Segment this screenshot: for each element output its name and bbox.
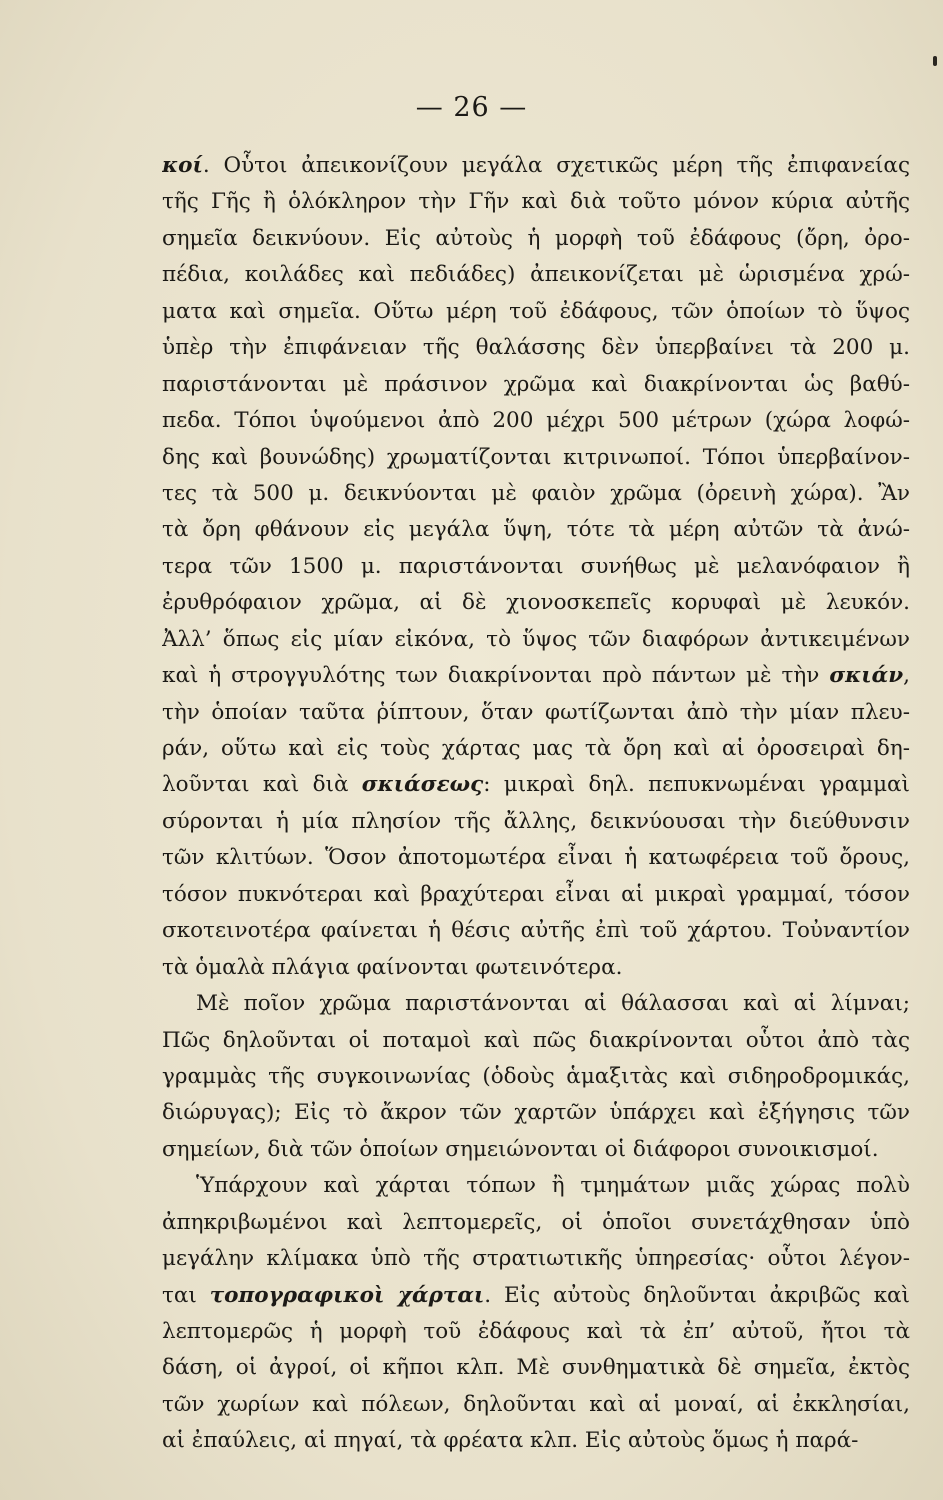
text-line — [162, 840, 910, 876]
text-segment: σύρονται ἡ μία πλησίον τῆς ἄλλης, δεικνύουσαι τὴν διεύθυνσιν — [162, 808, 910, 834]
text-segment: λεπτομερῶς ἡ μορφὴ τοῦ ἐδάφους καὶ τὰ ἐπ’ αὐτοῦ, ἤτοι τὰ — [162, 1319, 910, 1344]
text-segment: . Οὗτοι ἀπεικονίζουν μεγάλα σχετικῶς μέρη τῆς ἐπιφανείας — [202, 153, 910, 178]
text-line — [162, 440, 910, 476]
text-segment: τερα τῶν 1500 μ. παριστάνονται συνήθως μὲ μελανόφαιον ἢ — [162, 553, 910, 579]
text-segment: ται — [162, 1282, 210, 1308]
text-line — [162, 1387, 910, 1423]
text-segment: Μὲ ποῖον χρῶμα παριστάνονται αἱ θάλασσαι καὶ αἱ λίμναι; — [196, 991, 910, 1017]
text-line — [162, 221, 910, 257]
text-segment: παριστάνονται μὲ πράσινον χρῶμα καὶ διακρίνονται ὡς βαθύ- — [162, 371, 910, 397]
text-line — [162, 549, 910, 585]
text-segment: τόσον πυκνότεραι καὶ βραχύτεραι εἶναι αἱ μικραὶ γραμμαί, τόσον — [162, 881, 910, 907]
text-line — [162, 877, 910, 913]
emphasized-term: κοί — [162, 153, 203, 178]
text-segment: , — [903, 663, 910, 689]
text-segment: ὑπὲρ τὴν ἐπιφάνειαν τῆς θαλάσσης δὲν ὑπερβαίνει τὰ 200 μ. — [162, 335, 910, 361]
text-line — [162, 512, 910, 548]
emphasized-term: σκιάσεως — [361, 772, 484, 798]
text-segment: . Εἰς αὐτοὺς δηλοῦνται ἀκριβῶς καὶ — [484, 1282, 910, 1308]
page-edge-mark — [933, 56, 937, 66]
text-line — [162, 1168, 910, 1204]
text-segment: τῶν χωρίων καὶ πόλεων, δηλοῦνται καὶ αἱ μοναί, αἱ ἐκκλησίαι, — [162, 1391, 910, 1417]
emphasized-term: τοπογραφικοὶ χάρται — [209, 1282, 485, 1308]
text-line — [162, 1059, 910, 1095]
text-segment: Ἀλλ’ ὅπως εἰς μίαν εἰκόνα, τὸ ὕψος τῶν διαφόρων ἀντικειμένων — [162, 626, 910, 652]
text-line — [162, 767, 910, 803]
text-line — [162, 695, 910, 731]
text-line — [162, 731, 910, 767]
text-line — [162, 1241, 910, 1277]
page-number: — 26 — — [415, 92, 528, 123]
text-line — [162, 1278, 910, 1314]
text-line — [162, 148, 910, 184]
text-line — [162, 585, 910, 621]
text-line — [162, 804, 910, 840]
text-line — [162, 622, 910, 658]
text-segment: γραμμὰς τῆς συγκοινωνίας (ὁδοὺς ἁμαξιτὰς καὶ σιδηροδρομικάς, — [162, 1063, 910, 1089]
text-line — [162, 403, 910, 439]
text-segment: ἀπηκριβωμένοι καὶ λεπτομερεῖς, οἱ ὁποῖοι συνετάχθησαν ὑπὸ — [162, 1209, 910, 1235]
text-line — [162, 257, 910, 293]
text-segment: ματα καὶ σημεῖα. Οὕτω μέρη τοῦ ἐδάφους, τῶν ὁποίων τὸ ὕψος — [162, 298, 910, 324]
text-segment: Πῶς δηλοῦνται οἱ ποταμοὶ καὶ πῶς διακρίνονται οὗτοι ἀπὸ τὰς — [162, 1027, 910, 1053]
text-segment: πεδα. Τόποι ὑψούμενοι ἀπὸ 200 μέχρι 500 μέτρων (χώρα λοφώ- — [162, 408, 910, 434]
text-segment: τὰ ὄρη φθάνουν εἰς μεγάλα ὕψη, τότε τὰ μέρη αὐτῶν τὰ ἀνώ- — [162, 517, 910, 543]
text-segment: Ὑπάρχουν καὶ χάρται τόπων ἢ τμημάτων μιᾶς χώρας πολὺ — [196, 1173, 910, 1199]
text-line — [162, 986, 910, 1022]
text-line — [162, 1023, 910, 1059]
text-line — [162, 1350, 910, 1386]
text-segment: τες τὰ 500 μ. δεικνύονται μὲ φαιὸν χρῶμα (ὀρεινὴ χώρα). Ἂν — [162, 480, 910, 506]
text-line — [162, 367, 910, 403]
text-segment: καὶ ἡ στρογγυλότης των διακρίνονται πρὸ πάντων μὲ τὴν — [162, 663, 830, 689]
text-line — [162, 913, 910, 949]
text-line — [162, 294, 910, 330]
text-line — [162, 658, 910, 694]
text-segment: τῶν κλιτύων. Ὅσον ἀποτομωτέρα εἶναι ἡ κατωφέρεια τοῦ ὄρους, — [162, 845, 910, 871]
text-line — [162, 184, 910, 220]
text-line — [162, 1314, 910, 1350]
text-segment: λοῦνται καὶ διὰ — [162, 772, 362, 798]
text-segment: ἐρυθρόφαιον χρῶμα, αἱ δὲ χιονοσκεπεῖς κορυφαὶ μὲ λευκόν. — [162, 590, 910, 616]
text-line — [162, 950, 910, 986]
text-segment: τῆς Γῆς ἢ ὁλόκληρον τὴν Γῆν καὶ διὰ τοῦτο μόνον κύρια αὐτῆς — [162, 189, 910, 215]
text-segment: ράν, οὕτω καὶ εἰς τοὺς χάρτας μας τὰ ὄρη καὶ αἱ ὀροσειραὶ δη- — [162, 736, 910, 761]
text-segment: σημεῖα δεικνύουν. Εἰς αὐτοὺς ἡ μορφὴ τοῦ ἐδάφους (ὄρη, ὀρο- — [162, 225, 910, 251]
text-line — [162, 1095, 910, 1131]
text-line — [162, 330, 910, 366]
text-line — [162, 1132, 910, 1168]
body-text — [162, 148, 910, 1460]
text-segment: δης καὶ βουνώδης) χρωματίζονται κιτρινωποί. Τόποι ὑπερβαίνον- — [162, 444, 910, 470]
text-segment: μεγάλην κλίμακα ὑπὸ τῆς στρατιωτικῆς ὑπηρεσίας· οὗτοι λέγον- — [162, 1246, 910, 1272]
text-segment: σκοτεινοτέρα φαίνεται ἡ θέσις αὐτῆς ἐπὶ τοῦ χάρτου. Τοὐναντίον — [162, 918, 910, 944]
text-segment: αἱ ἐπαύλεις, αἱ πηγαί, τὰ φρέατα κλπ. Εἰς αὐτοὺς ὅμως ἡ παρά- — [162, 1428, 859, 1454]
text-segment: σημείων, διὰ τῶν ὁποίων σημειώνονται οἱ διάφοροι συνοικισμοί. — [162, 1136, 879, 1162]
text-segment: : μικραὶ δηλ. πεπυκνωμέναι γραμμαὶ — [483, 772, 910, 798]
text-segment: τὰ ὁμαλὰ πλάγια φαίνονται φωτεινότερα. — [162, 954, 623, 980]
text-line — [162, 476, 910, 512]
text-segment: πέδια, κοιλάδες καὶ πεδιάδες) ἀπεικονίζεται μὲ ὡρισμένα χρώ- — [162, 262, 910, 288]
text-segment: τὴν ὁποίαν ταῦτα ῥίπτουν, ὅταν φωτίζωνται ἀπὸ τὴν μίαν πλευ- — [162, 699, 910, 725]
emphasized-term: σκιάν — [829, 663, 904, 689]
text-segment: δάση, οἱ ἀγροί, οἱ κῆποι κλπ. Μὲ συνθηματικὰ δὲ σημεῖα, ἐκτὸς — [162, 1355, 910, 1381]
text-line — [162, 1423, 910, 1459]
text-segment: διώρυγας); Εἰς τὸ ἄκρον τῶν χαρτῶν ὑπάρχει καὶ ἐξήγησις τῶν — [162, 1100, 910, 1126]
text-line — [162, 1205, 910, 1241]
